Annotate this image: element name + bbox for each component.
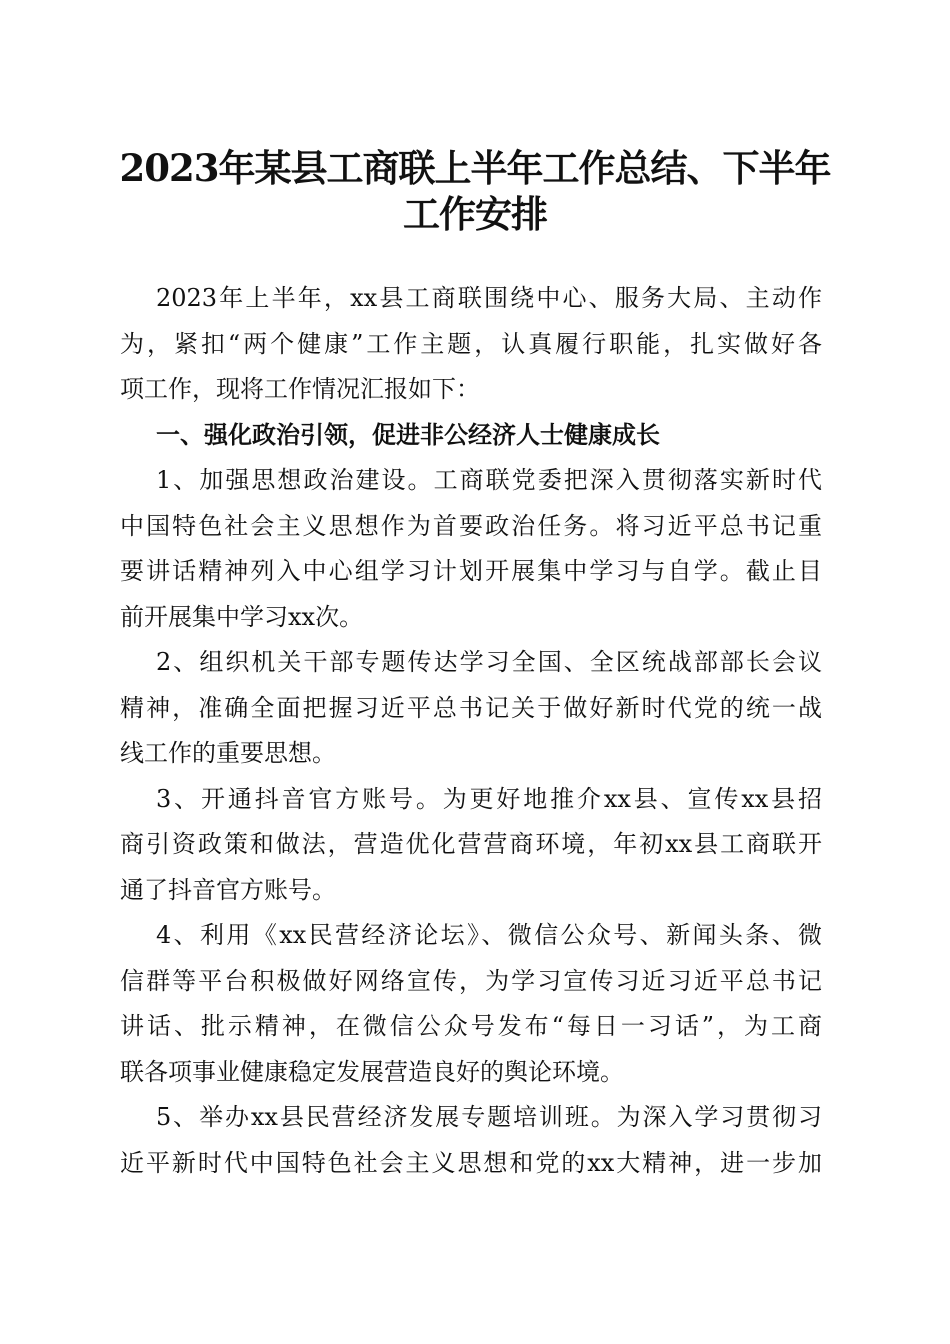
text-line: 要讲话精神列入中心组学习计划开展集中学习与自学。截止目 bbox=[120, 557, 822, 585]
paragraph bbox=[120, 915, 822, 1097]
text-line: 4、利用《xx民营经济论坛》、微信公众号、新闻头条、微 bbox=[156, 921, 822, 949]
document-title-line-1: 2023年某县工商联上半年工作总结、下半年 bbox=[119, 146, 831, 190]
text-line: 项工作，现将工作情况汇报如下： bbox=[120, 375, 480, 403]
document-body bbox=[120, 278, 822, 1188]
text-line: 1、加强思想政治建设。工商联党委把深入贯彻落实新时代 bbox=[156, 466, 822, 494]
text-line: 商引资政策和做法，营造优化营营商环境，年初xx县工商联开 bbox=[120, 830, 822, 858]
paragraph bbox=[120, 460, 822, 642]
text-line: 讲话、批示精神，在微信公众号发布“每日一习话”，为工商 bbox=[120, 1012, 822, 1040]
paragraph bbox=[120, 278, 822, 415]
text-line: 线工作的重要思想。 bbox=[120, 739, 336, 767]
text-line: 2、组织机关干部专题传达学习全国、全区统战部部长会议 bbox=[156, 648, 822, 676]
document-title-line-2: 工作安排 bbox=[403, 192, 547, 236]
paragraph bbox=[120, 779, 822, 916]
text-line: 5、举办xx县民营经济发展专题培训班。为深入学习贯彻习 bbox=[156, 1103, 822, 1131]
text-line: 近平新时代中国特色社会主义思想和党的xx大精神，进一步加 bbox=[120, 1148, 822, 1177]
text-line: 信群等平台积极做好网络宣传，为学习宣传习近习近平总书记 bbox=[120, 966, 822, 995]
text-line: 前开展集中学习xx次。 bbox=[120, 602, 364, 631]
section-heading bbox=[120, 415, 822, 461]
text-line: 通了抖音官方账号。 bbox=[120, 875, 336, 904]
text-line: 2023年上半年，xx县工商联围绕中心、服务大局、主动作 bbox=[156, 284, 822, 312]
paragraph bbox=[120, 1097, 822, 1188]
text-line: 3、开通抖音官方账号。为更好地推介xx县、宣传xx县招 bbox=[156, 784, 822, 813]
text-line: 联各项事业健康稳定发展营造良好的舆论环境。 bbox=[120, 1057, 624, 1086]
text-line: 一、强化政治引领，促进非公经济人士健康成长 bbox=[156, 420, 660, 449]
text-line: 精神，准确全面把握习近平总书记关于做好新时代党的统一战 bbox=[120, 693, 822, 722]
text-line: 为，紧扣“两个健康”工作主题，认真履行职能，扎实做好各 bbox=[120, 329, 822, 358]
paragraph bbox=[120, 642, 822, 779]
text-line: 中国特色社会主义思想作为首要政治任务。将习近平总书记重 bbox=[120, 511, 822, 540]
